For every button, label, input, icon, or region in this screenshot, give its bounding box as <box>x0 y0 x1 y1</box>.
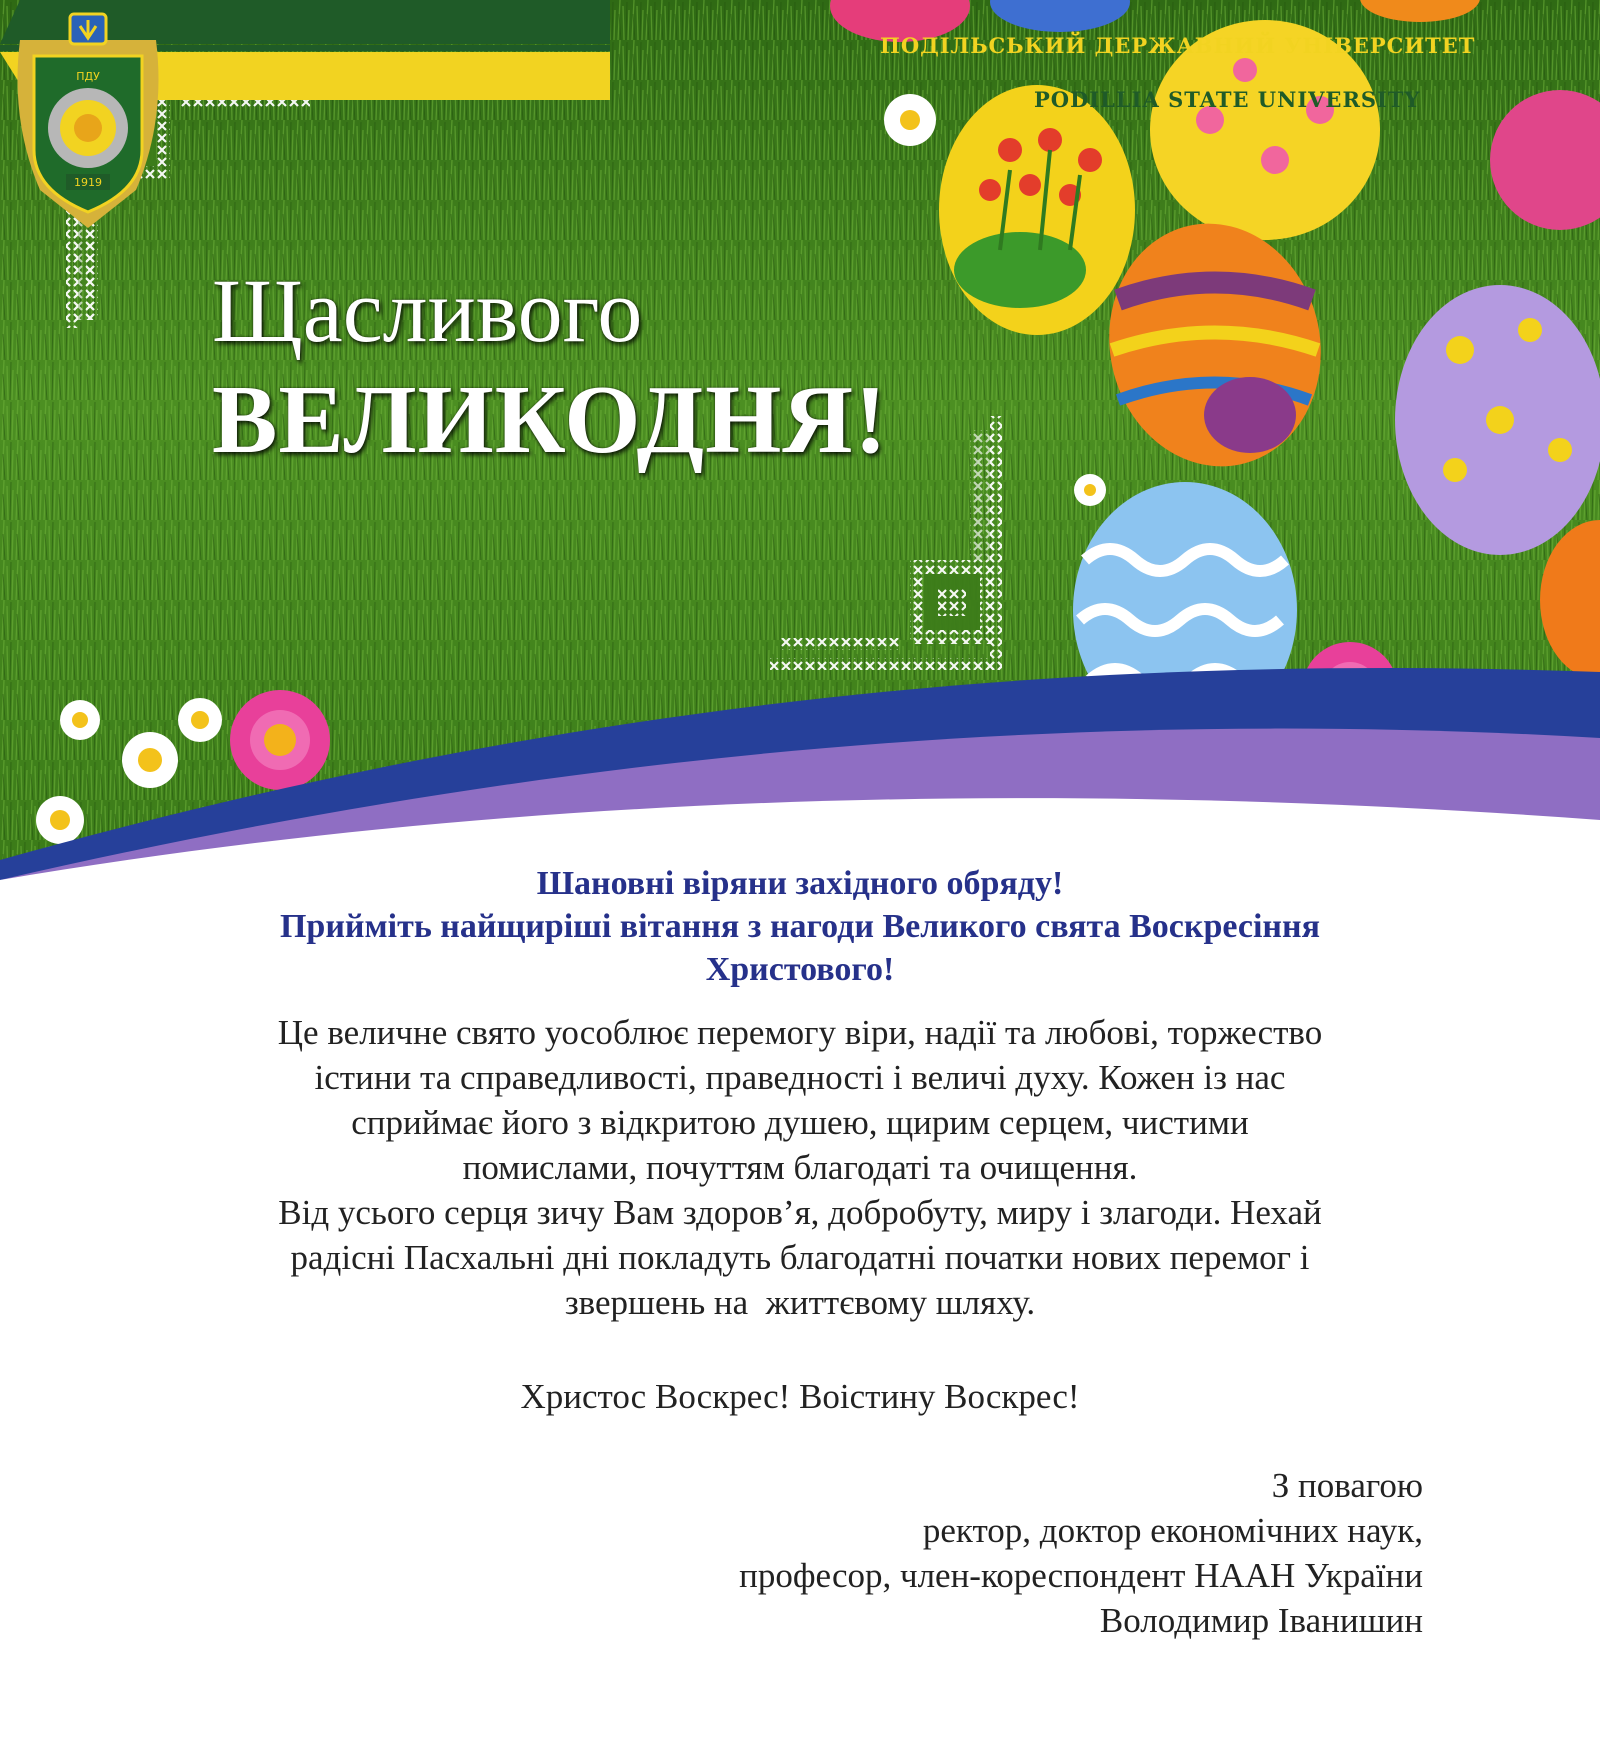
body-line: Від усього серця зичу Вам здоров’я, добробуту, миру і злагоди. Нехай <box>278 1193 1322 1232</box>
greeting-line: Прийміть найщиріші вітання з нагоди Великого свята Воскресіння <box>279 908 1321 945</box>
body-line: радісні Пасхальні дні покладуть благодатні початки нових перемог і <box>290 1238 1310 1277</box>
headline-line-1: Щасливого <box>212 262 643 361</box>
greeting-heading <box>0 862 1600 991</box>
signature-line: З повагою <box>1271 1466 1423 1505</box>
university-crest-icon <box>0 0 176 236</box>
signature-line: професор, член-кореспондент НААН України <box>739 1556 1423 1595</box>
easter-blessing: Христос Воскрес! Воістину Воскрес! <box>520 1377 1080 1416</box>
signature-name: Володимир Іванишин <box>1099 1601 1423 1640</box>
crest-abbr: ПДУ <box>76 70 100 83</box>
body-line: помислами, почуттям благодаті та очищення. <box>462 1148 1138 1187</box>
university-name-ua: ПОДІЛЬСЬКИЙ ДЕРЖАВНИЙ УНІВЕРСИТЕТ <box>880 33 1476 58</box>
greeting-line: Шановні віряни західного обряду! <box>536 865 1064 902</box>
headline-line-2: ВЕЛИКОДНЯ! <box>212 366 888 474</box>
letter-body <box>0 1010 1600 1325</box>
body-line: істини та справедливості, праведності і величі духу. Кожен із нас <box>314 1058 1286 1097</box>
greeting-line: Христового! <box>705 951 895 988</box>
signature-line: ректор, доктор економічних наук, <box>922 1511 1423 1550</box>
body-line: Це величне свято уособлює перемогу віри, надії та любові, торжество <box>277 1013 1323 1052</box>
body-line: звершень на життєвому шляху. <box>564 1283 1036 1322</box>
signature-block <box>739 1463 1423 1643</box>
crest-year: 1919 <box>74 176 102 189</box>
university-name-en: PODILLIA STATE UNIVERSITY <box>1034 87 1421 112</box>
body-line: сприймає його з відкритою душею, щирим серцем, чистими <box>351 1103 1249 1142</box>
